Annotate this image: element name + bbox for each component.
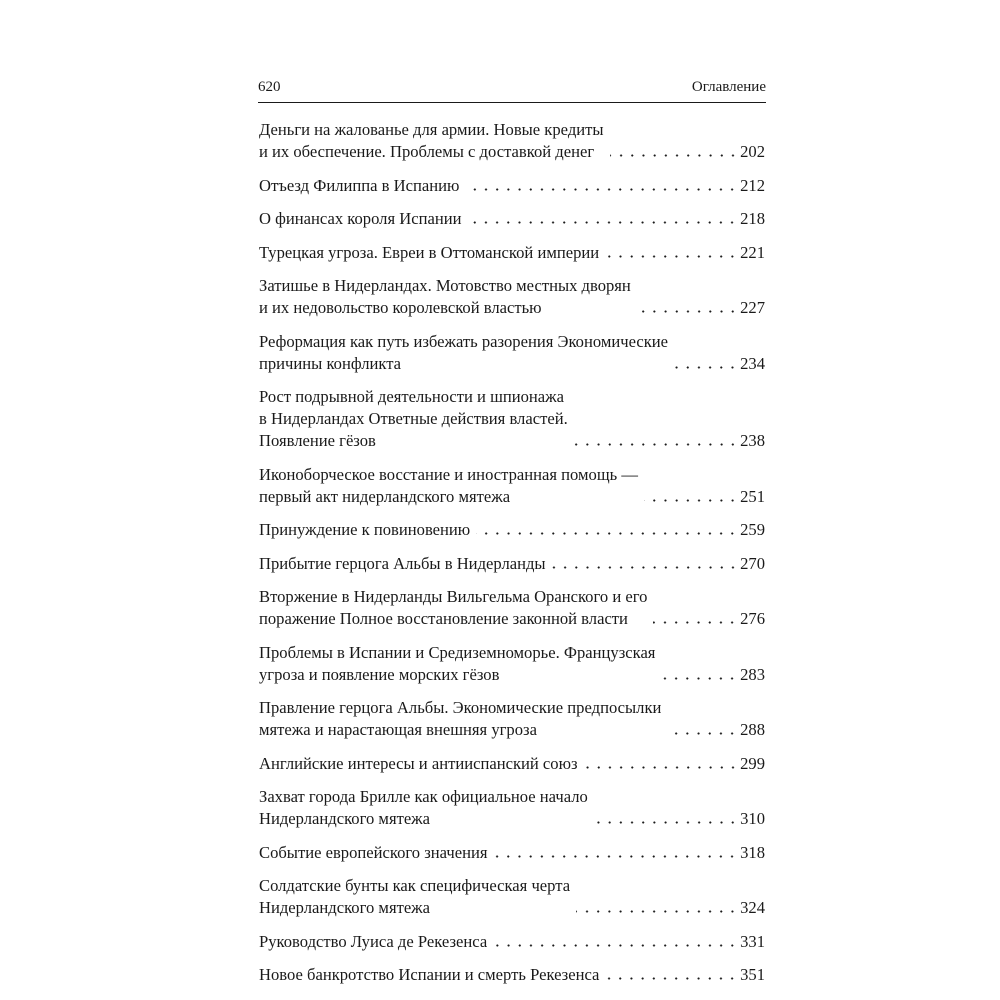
toc-entry-page: 318: [740, 842, 765, 862]
toc-entry-page: 351: [740, 965, 765, 984]
toc-entry-page: 234: [740, 353, 765, 373]
toc-entry-page: 212: [740, 175, 765, 195]
toc-entry-title: Затишье в Нидерландах. Мотовство местных дворян и их недовольство королевской властью: [259, 276, 631, 317]
toc-entry-page: 310: [740, 809, 765, 828]
page-number: 620: [258, 79, 281, 95]
dot-leader: [667, 732, 738, 735]
dot-leader: [653, 621, 738, 624]
toc-entry: [259, 642, 765, 686]
toc-entry-title: О финансах короля Испании: [259, 209, 462, 228]
toc-entry-title: Захват города Брилле как официальное начало Нидерландского мятежа: [259, 787, 588, 828]
toc-entry: [259, 553, 765, 575]
dot-leader: [467, 221, 738, 224]
toc-entry-title: Иконоборческое восстание и иностранная помощь — первый акт нидерландского мятежа: [259, 464, 638, 506]
toc-entry-page: 283: [740, 664, 765, 684]
toc-entry-page: 227: [740, 298, 765, 317]
toc-entry-title: Отъезд Филиппа в Испанию: [259, 175, 460, 195]
toc-entry-title: Английские интересы и антииспанский союз: [259, 753, 578, 773]
toc-entry-title: Деньги на жалованье для армии. Новые кредиты и их обеспечение. Проблемы с доставкой денег: [259, 120, 604, 161]
toc-entry: [259, 386, 765, 452]
toc-entry: [259, 331, 765, 375]
toc-entry-title: Правление герцога Альбы. Экономические предпосылки мятежа и нарастающая внешняя угроза: [259, 698, 662, 739]
toc-entry: [259, 786, 765, 830]
toc-entry: [259, 875, 765, 919]
dot-leader: [584, 766, 739, 769]
dot-leader: [644, 499, 738, 502]
dot-leader: [637, 310, 738, 313]
toc-entry-page: 238: [740, 431, 765, 450]
toc-entry: [259, 208, 765, 230]
dot-leader: [576, 910, 738, 913]
toc-entry-page: 251: [740, 486, 765, 506]
dot-leader: [661, 677, 738, 680]
toc-entry-page: 299: [740, 753, 765, 773]
toc-entry-title: Проблемы в Испании и Средиземноморье. Французская угроза и появление морских гёзов: [259, 642, 656, 684]
toc-entry-title: Турецкая угроза. Евреи в Оттоманской империи: [259, 242, 600, 262]
toc-entry-title: Рост подрывной деятельности и шпионажа в Нидерландах Ответные действия властей. Появление гёзов: [259, 387, 568, 450]
toc-entry: [259, 931, 765, 953]
toc-entry: [259, 753, 765, 775]
toc-entry-title: Новое банкротство Испании и смерть Рекезенса: [259, 965, 600, 984]
dot-leader: [605, 255, 738, 258]
dot-leader: [574, 443, 738, 446]
table-of-contents: [259, 119, 765, 986]
toc-entry: [259, 964, 765, 986]
toc-entry: [259, 842, 765, 864]
dot-leader: [674, 366, 738, 369]
toc-entry-title: Реформация как путь избежать разорения Экономические причины конфликта: [259, 331, 669, 373]
toc-entry: [259, 175, 765, 197]
toc-entry-title: Прибытие герцога Альбы в Нидерланды: [259, 553, 546, 573]
dot-leader: [610, 154, 739, 157]
dot-leader: [493, 855, 738, 858]
toc-entry: [259, 519, 765, 541]
toc-entry-page: 324: [740, 898, 765, 917]
toc-entry-title: Солдатские бунты как специфическая черта Нидерландского мятежа: [259, 876, 571, 917]
toc-entry-page: 270: [740, 553, 765, 573]
toc-entry-page: 218: [740, 209, 765, 228]
dot-leader: [594, 821, 738, 824]
toc-entry-page: 276: [740, 609, 765, 628]
dot-leader: [552, 566, 739, 569]
toc-entry-page: 331: [740, 931, 765, 951]
toc-entry: [259, 464, 765, 508]
toc-entry-page: 259: [740, 520, 765, 539]
dot-leader: [476, 532, 738, 535]
toc-entry-title: Событие европейского значения: [259, 842, 488, 862]
toc-entry-title: Вторжение в Нидерланды Вильгельма Оранского и его поражение Полное восстановление законной власти: [259, 587, 648, 628]
toc-entry: [259, 586, 765, 630]
toc-entry-page: 221: [740, 242, 765, 262]
toc-entry-page: 202: [740, 142, 765, 161]
toc-entry-title: Руководство Луиса де Рекезенса: [259, 931, 488, 951]
page-header: [258, 78, 766, 102]
dot-leader: [493, 944, 738, 947]
dot-leader: [605, 977, 738, 980]
header-rule: [258, 102, 766, 103]
toc-entry: [259, 119, 765, 163]
toc-entry: [259, 275, 765, 319]
toc-entry-title: Принуждение к повиновению: [259, 520, 471, 539]
toc-entry: [259, 697, 765, 741]
toc-entry-page: 288: [740, 720, 765, 739]
toc-entry: [259, 242, 765, 264]
dot-leader: [465, 188, 738, 191]
running-title: Оглавление: [691, 79, 766, 95]
